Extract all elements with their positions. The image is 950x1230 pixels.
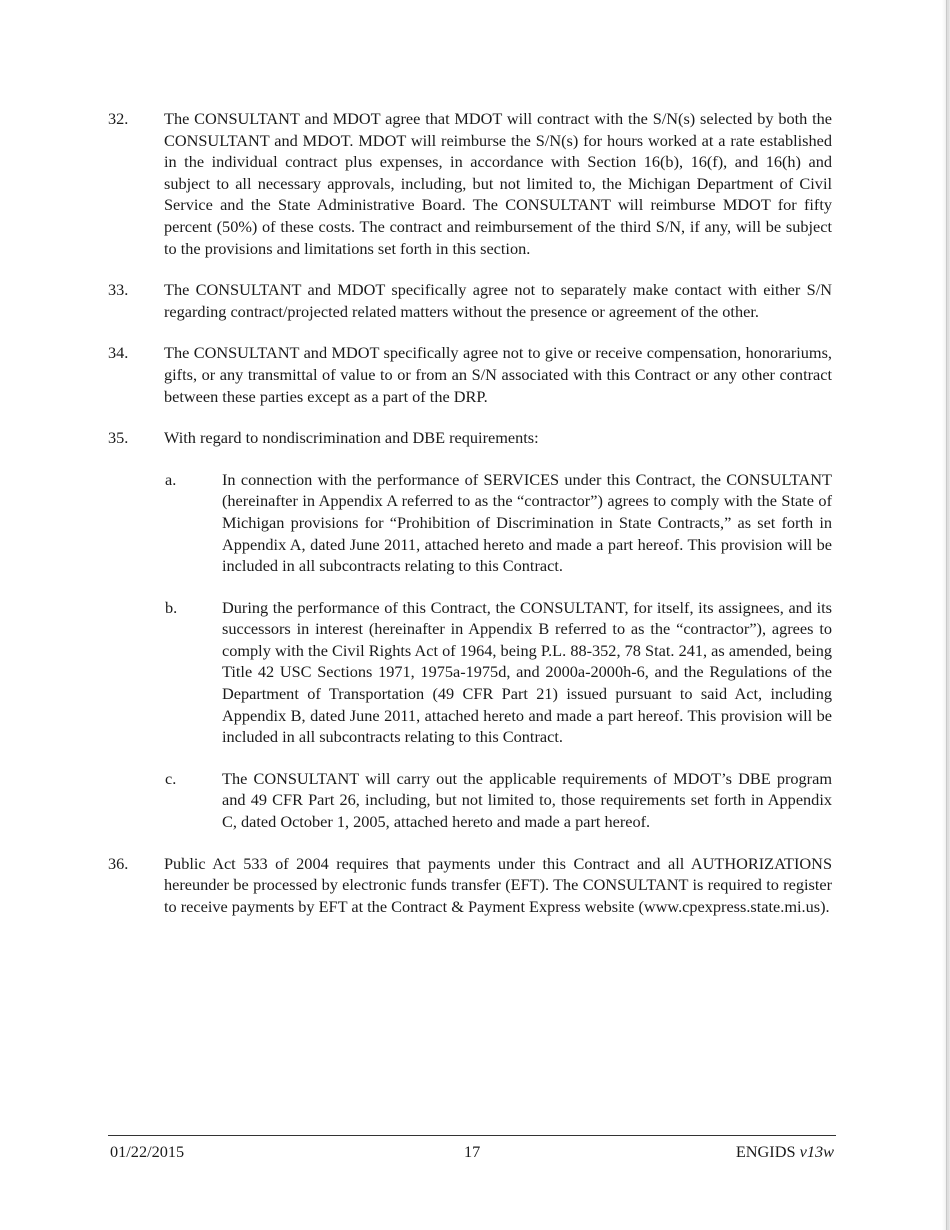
subparagraph-b [108, 597, 832, 748]
subparagraph-letter: b. [165, 597, 178, 617]
footer-rule [108, 1135, 836, 1136]
footer-doc-version: v13w [799, 1142, 834, 1161]
paragraph-32 [108, 108, 832, 259]
paragraph-text: The CONSULTANT and MDOT agree that MDOT will contract with the S/N(s) selected by both the CONSULTANT and MDOT. MDOT will reimburse the S/N(s) for hours worked at a rate established in the individual contract plus expenses, in accordance with Section 16(b), 16(f), and 16(h) and subject to all necessary approvals, including, but not limited to, the Michigan Department of Civil Service and the State Administrative Board. The CONSULTANT will reimburse MDOT for fifty percent (50%) of these costs. The contract and reimbursement of the third S/N, if any, will be subject to the provisions and limitations set forth in this section. [164, 109, 832, 258]
document-body [108, 108, 832, 937]
subparagraph-letter: c. [165, 768, 177, 788]
paragraph-text: The CONSULTANT and MDOT specifically agree not to give or receive compensation, honorariums, gifts, or any transmittal of value to or from an S/N associated with this Contract or any other contract between these parties except as a part of the DRP. [164, 343, 832, 406]
paragraph-text: Public Act 533 of 2004 requires that payments under this Contract and all AUTHORIZATIONS hereunder be processed by electronic funds transfer (EFT). The CONSULTANT is required to register to receive payments by EFT at the Contract & Payment Express website (www.cpexpress.state.mi.us). [164, 853, 832, 916]
subparagraph-c [108, 768, 832, 833]
paragraph-number: 34. [108, 343, 129, 363]
subparagraph-text: During the performance of this Contract, the CONSULTANT, for itself, its assignees, and its successors in interest (hereinafter in Appendix B referred to as the “contractor”), agrees to comply with the Civil Rights Act of 1964, being P.L. 88-352, 78 Stat. 241, as amended, being Title 42 USC Sections 1971, 1975a-1975d, and 2000a-2000h-6, and the Regulations of the Department of Transportation (49 CFR Part 21) issued pursuant to said Act, including Appendix B, dated June 2011, attached hereto and made a part hereof. This provision will be included in all subcontracts relating to this Contract. [222, 597, 832, 747]
paragraph-text: The CONSULTANT and MDOT specifically agree not to separately make contact with either S/N regarding contract/projected related matters without the presence or agreement of the other. [164, 280, 832, 321]
paragraph-number: 32. [108, 109, 129, 128]
paragraph-33 [108, 279, 832, 322]
paragraph-number: 33. [108, 280, 129, 300]
scan-edge-line [946, 0, 947, 1230]
footer-date: 01/22/2015 [110, 1142, 185, 1161]
subparagraph-a [108, 469, 832, 577]
paragraph-35 [108, 427, 832, 449]
subparagraph-letter: a. [165, 469, 177, 489]
paragraph-number: 35. [108, 428, 129, 448]
subparagraph-text: In connection with the performance of SERVICES under this Contract, the CONSULTANT (hereinafter in Appendix A referred to as the “contractor”) agrees to comply with the State of Michigan provisions for “Prohibition of Discrimination in State Contracts,” as set forth in Appendix A, dated June 2011, attached hereto and made a part hereof. This provision will be included in all subcontracts relating to this Contract. [222, 469, 832, 576]
footer-page-number: 17 [464, 1142, 481, 1161]
footer-doc-name: ENGIDS [735, 1142, 796, 1161]
paragraph-number: 36. [108, 853, 129, 873]
paragraph-34 [108, 342, 832, 407]
paragraph-text: With regard to nondiscrimination and DBE requirements: [164, 428, 539, 448]
paragraph-36 [108, 853, 832, 918]
footer-document-id [736, 1141, 834, 1162]
subparagraph-text: The CONSULTANT will carry out the applicable requirements of MDOT’s DBE program and 49 CFR Part 26, including, but not limited to, those requirements set forth in Appendix C, dated October 1, 2005, attached hereto and made a part hereof. [222, 768, 832, 832]
